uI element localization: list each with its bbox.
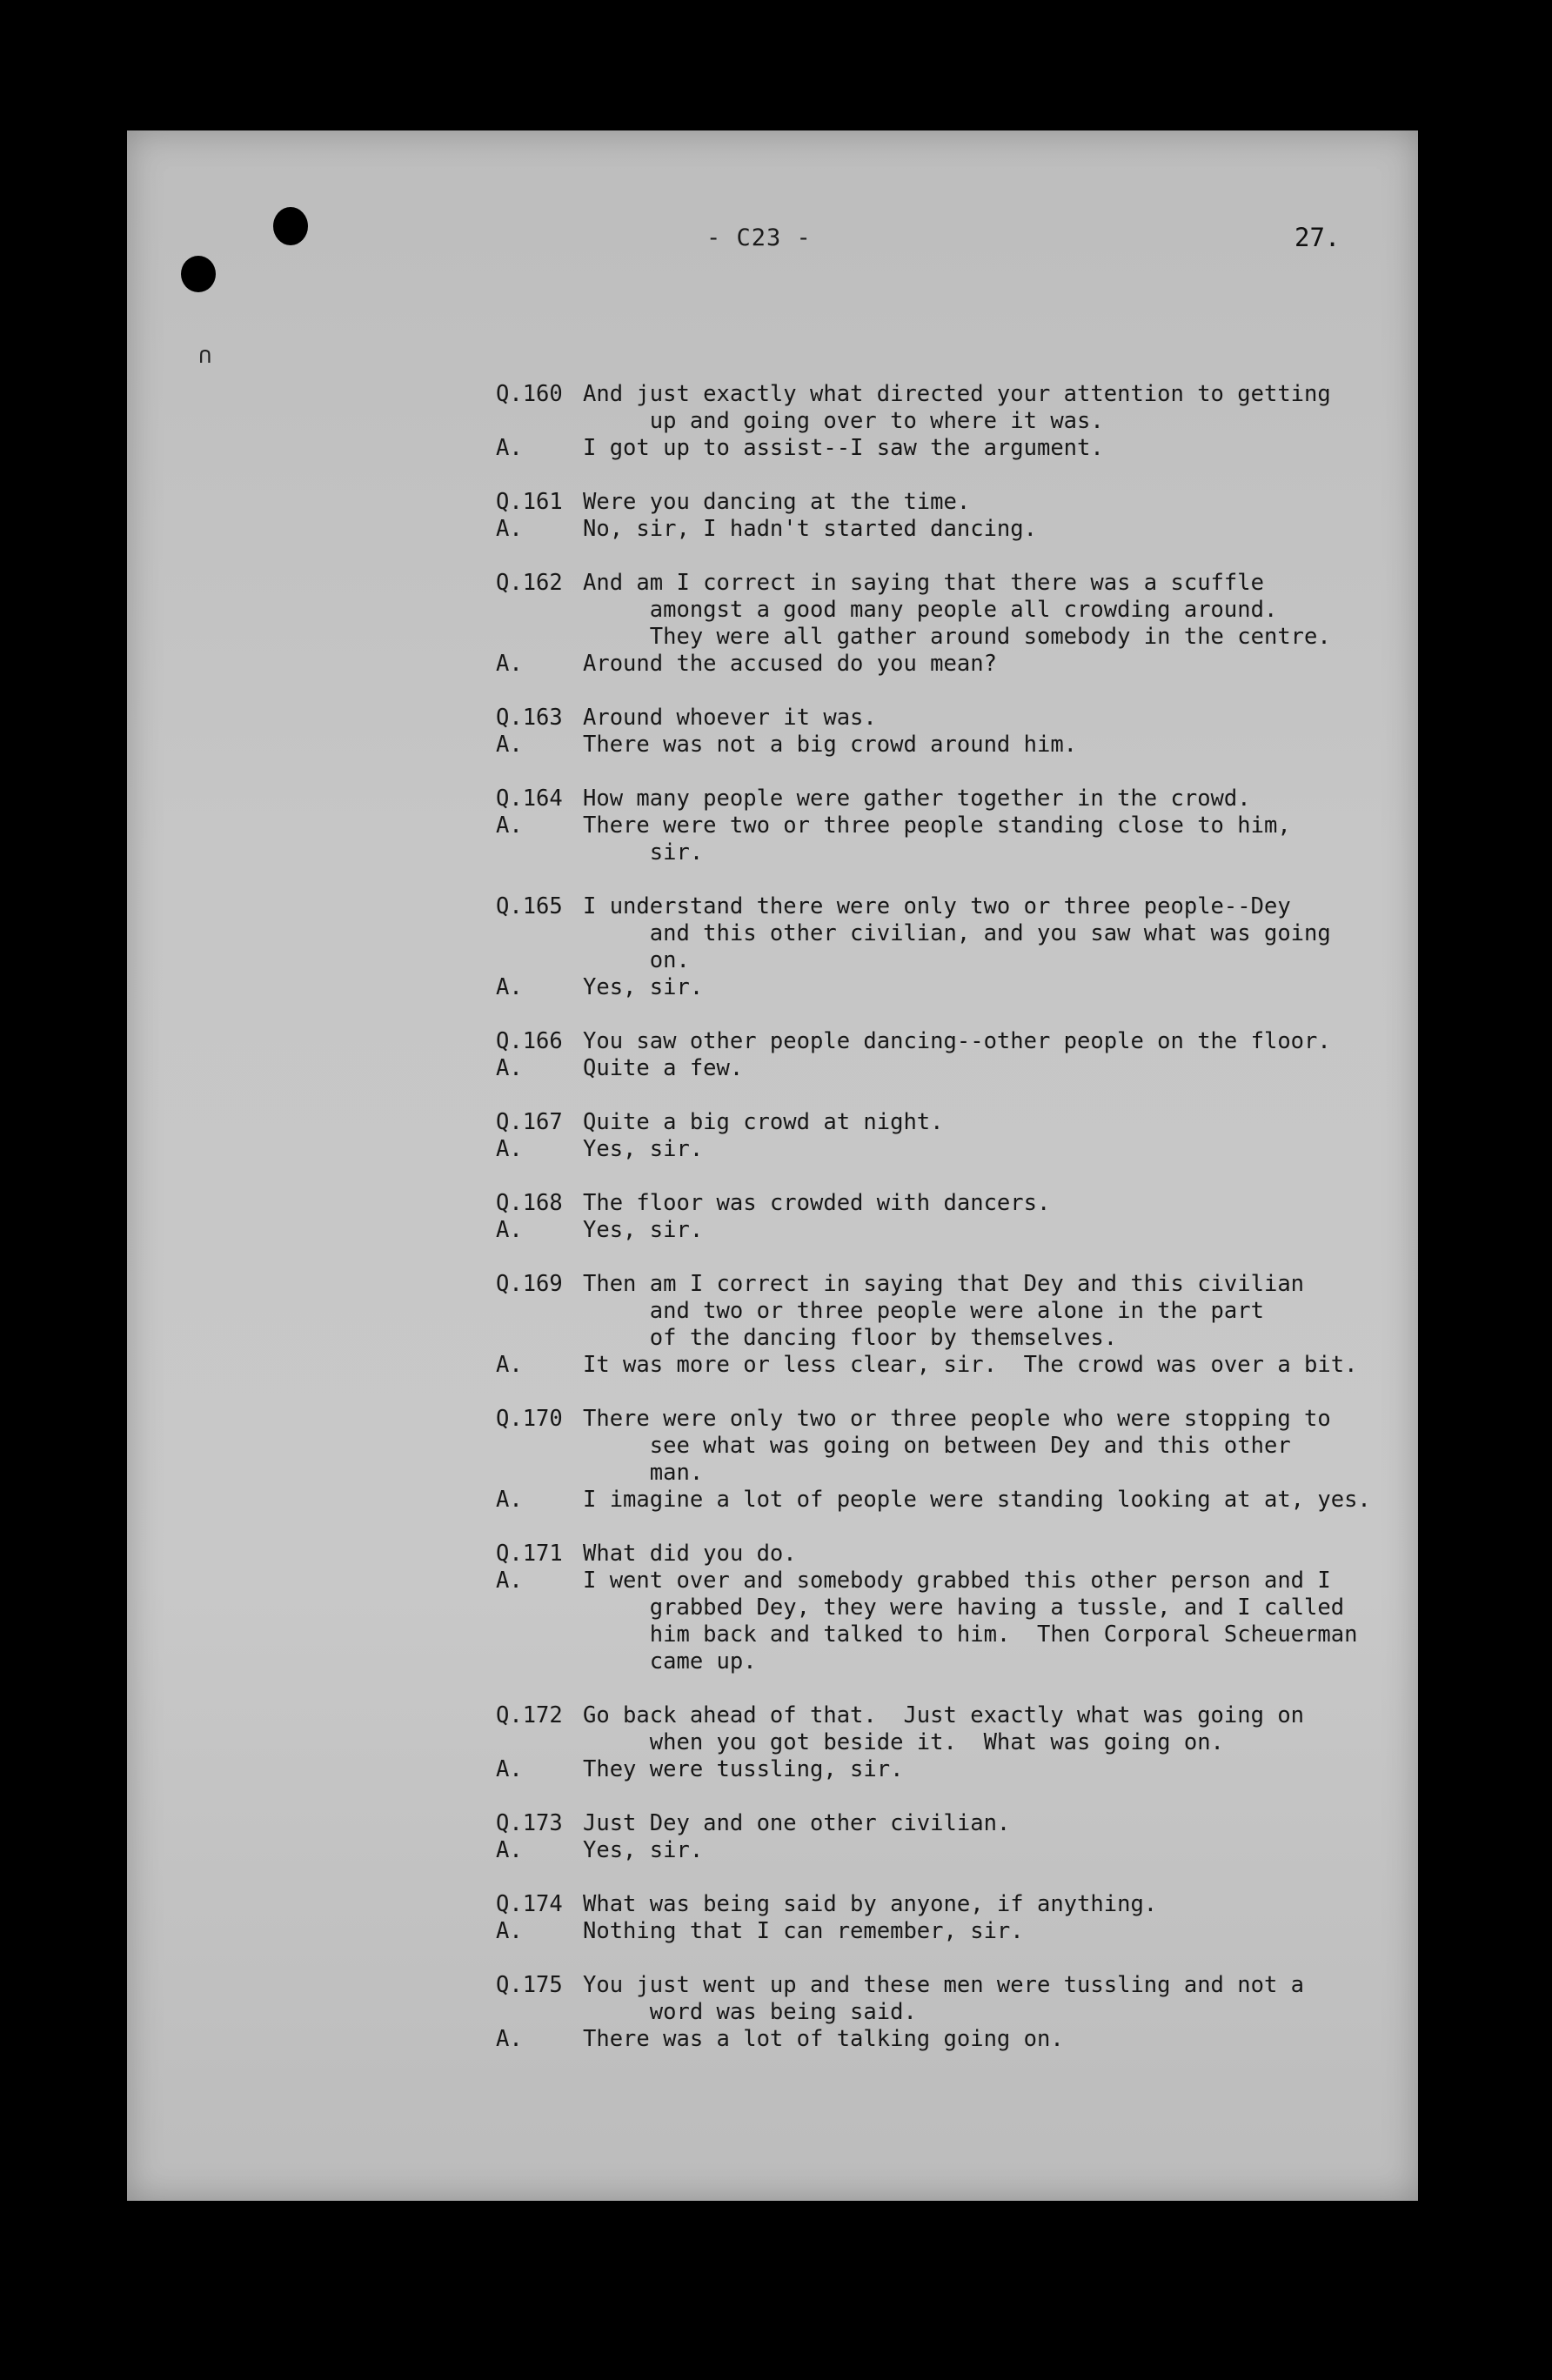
label-blank: [470, 1460, 583, 1487]
transcript-line: sir.: [583, 839, 704, 866]
label-blank: [470, 1729, 583, 1756]
answer-marker: A.: [496, 1568, 523, 1594]
answer-marker: A.: [496, 651, 523, 677]
answer-marker: A.: [496, 435, 523, 461]
label-blank: [470, 597, 583, 624]
question-number: Q.162: [496, 570, 563, 596]
answer-marker: A.: [496, 1055, 523, 1081]
transcript-line: They were tussling, sir.: [583, 1756, 904, 1782]
transcript-line: Around the accused do you mean?: [583, 651, 997, 677]
answer-marker: A.: [496, 812, 523, 839]
transcript-line: Then am I correct in saying that Dey and this civilian: [583, 1271, 1305, 1297]
question-number: Q.169: [496, 1271, 563, 1297]
punch-hole: [181, 256, 216, 292]
label-blank: [470, 1621, 583, 1648]
transcript-line: Go back ahead of that. Just exactly what was going on: [583, 1702, 1305, 1728]
page-code: - C23 -: [706, 224, 812, 251]
label-blank: [470, 1999, 583, 2026]
label-blank: [470, 408, 583, 435]
transcript-line: see what was going on between Dey and this other: [583, 1433, 1291, 1459]
question-number: Q.164: [496, 786, 563, 812]
question-number: Q.160: [496, 381, 563, 407]
transcript-line: Nothing that I can remember, sir.: [583, 1918, 1024, 1944]
answer-marker: A.: [496, 1217, 523, 1243]
qa-entry: [470, 1810, 1409, 1864]
label-blank: [470, 839, 583, 866]
punch-hole: [273, 207, 308, 245]
answer-marker: A.: [496, 516, 523, 542]
qa-entry: [470, 786, 1409, 866]
transcript-line: him back and talked to him. Then Corporal Scheuerman: [583, 1621, 1358, 1648]
transcript-line: man.: [583, 1460, 704, 1486]
transcript-line: How many people were gather together in the crowd.: [583, 786, 1251, 812]
label-blank: [470, 1594, 583, 1621]
transcript-line: There were two or three people standing close to him,: [583, 812, 1291, 839]
transcript-line: There was not a big crowd around him.: [583, 732, 1078, 758]
transcript-line: You just went up and these men were tussling and not a: [583, 1972, 1305, 1998]
qa-entry: [470, 1541, 1409, 1675]
transcript-line: What did you do.: [583, 1541, 797, 1567]
transcript-line: amongst a good many people all crowding around.: [583, 597, 1278, 623]
answer-marker: A.: [496, 1487, 523, 1513]
qa-entry: [470, 1028, 1409, 1082]
question-number: Q.161: [496, 489, 563, 515]
transcript-line: Around whoever it was.: [583, 705, 877, 731]
transcript-line: Yes, sir.: [583, 1837, 704, 1863]
transcript-line: There was a lot of talking going on.: [583, 2026, 1064, 2052]
question-number: Q.163: [496, 705, 563, 731]
transcript-line: No, sir, I hadn't started dancing.: [583, 516, 1037, 542]
transcript-line: I got up to assist--I saw the argument.: [583, 435, 1104, 461]
label-blank: [470, 1433, 583, 1460]
transcript-line: Yes, sir.: [583, 1136, 704, 1162]
transcript-line: Yes, sir.: [583, 1217, 704, 1243]
label-blank: [470, 947, 583, 974]
transcript-line: There were only two or three people who were stopping to: [583, 1406, 1331, 1432]
transcript-line: Quite a few.: [583, 1055, 744, 1081]
question-number: Q.167: [496, 1109, 563, 1135]
qa-entry: [470, 1109, 1409, 1163]
question-number: Q.175: [496, 1972, 563, 1998]
question-number: Q.172: [496, 1702, 563, 1728]
transcript-line: I understand there were only two or three people--Dey: [583, 893, 1291, 919]
answer-marker: A.: [496, 1352, 523, 1378]
question-number: Q.170: [496, 1406, 563, 1432]
question-number: Q.174: [496, 1891, 563, 1917]
qa-entry: [470, 1406, 1409, 1514]
qa-entry: [470, 1891, 1409, 1945]
transcript-body: [470, 381, 1409, 2080]
transcript-line: when you got beside it. What was going on.: [583, 1729, 1224, 1755]
qa-entry: [470, 1271, 1409, 1379]
answer-marker: A.: [496, 1837, 523, 1863]
answer-marker: A.: [496, 1756, 523, 1782]
staple-mark: ∩: [198, 343, 212, 369]
question-number: Q.171: [496, 1541, 563, 1567]
label-blank: [470, 1298, 583, 1325]
question-number: Q.173: [496, 1810, 563, 1836]
transcript-line: And just exactly what directed your attention to getting: [583, 381, 1331, 407]
question-number: Q.168: [496, 1190, 563, 1216]
label-blank: [470, 624, 583, 651]
qa-entry: [470, 1972, 1409, 2053]
transcript-line: They were all gather around somebody in the centre.: [583, 624, 1331, 650]
transcript-line: word was being said.: [583, 1999, 917, 2025]
transcript-line: on.: [583, 947, 690, 973]
answer-marker: A.: [496, 1136, 523, 1162]
transcript-line: and two or three people were alone in the part: [583, 1298, 1264, 1324]
label-blank: [470, 920, 583, 947]
transcript-line: Were you dancing at the time.: [583, 489, 971, 515]
answer-marker: A.: [496, 732, 523, 758]
transcript-line: And am I correct in saying that there was a scuffle: [583, 570, 1264, 596]
transcript-line: Quite a big crowd at night.: [583, 1109, 944, 1135]
label-blank: [470, 1648, 583, 1675]
qa-entry: [470, 489, 1409, 543]
qa-entry: [470, 893, 1409, 1001]
qa-entry: [470, 381, 1409, 462]
qa-entry: [470, 705, 1409, 759]
transcript-line: Yes, sir.: [583, 974, 704, 1000]
question-number: Q.166: [496, 1028, 563, 1054]
qa-entry: [470, 570, 1409, 678]
transcript-line: of the dancing floor by themselves.: [583, 1325, 1118, 1351]
qa-entry: [470, 1190, 1409, 1244]
transcript-line: came up.: [583, 1648, 757, 1675]
qa-entry: [470, 1702, 1409, 1783]
question-number: Q.165: [496, 893, 563, 919]
transcript-line: up and going over to where it was.: [583, 408, 1104, 434]
transcript-line: grabbed Dey, they were having a tussle, and I called: [583, 1594, 1345, 1621]
transcript-line: I imagine a lot of people were standing looking at at, yes.: [583, 1487, 1371, 1513]
transcript-line: It was more or less clear, sir. The crowd was over a bit.: [583, 1352, 1358, 1378]
transcript-line: and this other civilian, and you saw what was going: [583, 920, 1331, 946]
transcript-line: I went over and somebody grabbed this other person and I: [583, 1568, 1331, 1594]
page-number: 27.: [1294, 223, 1341, 252]
answer-marker: A.: [496, 974, 523, 1000]
answer-marker: A.: [496, 1918, 523, 1944]
answer-marker: A.: [496, 2026, 523, 2052]
label-blank: [470, 1325, 583, 1352]
transcript-line: Just Dey and one other civilian.: [583, 1810, 1011, 1836]
transcript-line: You saw other people dancing--other people on the floor.: [583, 1028, 1331, 1054]
transcript-line: The floor was crowded with dancers.: [583, 1190, 1051, 1216]
transcript-line: What was being said by anyone, if anything.: [583, 1891, 1158, 1917]
